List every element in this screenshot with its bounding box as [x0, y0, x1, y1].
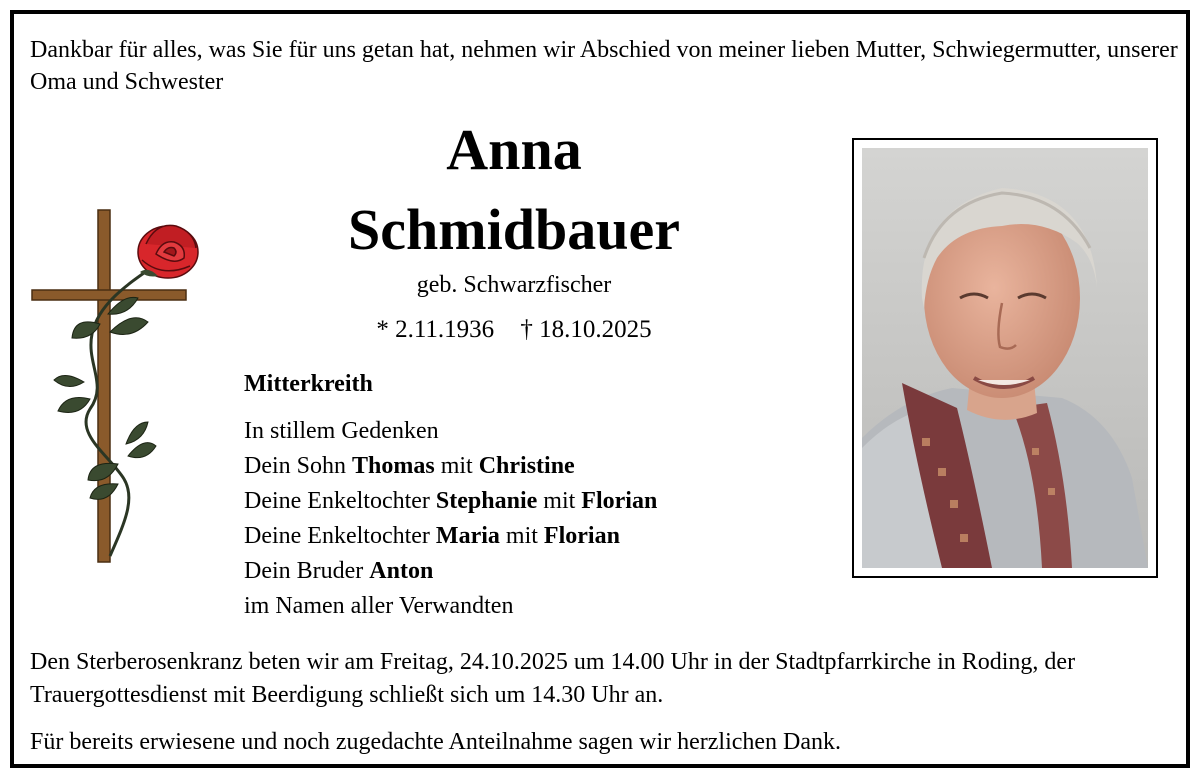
mourner-line: Deine Enkeltochter Stephanie mit Florian	[244, 488, 658, 514]
obituary-notice	[10, 10, 1190, 768]
life-dates	[204, 314, 824, 346]
mourners-list	[244, 414, 657, 624]
mourner-line: Dein Sohn Thomas mit Christine	[244, 453, 575, 479]
portrait-photo	[862, 148, 1148, 568]
thanks-text: Für bereits erwiesene und noch zugedachte Anteilnahme sagen wir herzlichen Dank.	[30, 729, 842, 755]
portrait-frame	[852, 138, 1158, 578]
deceased-first-name: Anna	[446, 117, 582, 182]
mourner-line: Deine Enkeltochter Maria mit Florian	[244, 523, 620, 549]
birth-name: geb. Schwarzfischer	[416, 272, 612, 298]
service-info: Den Sterberosenkranz beten wir am Freitag, 24.10.2025 um 14.00 Uhr in der Stadtpfarrkirche in Roding, der Trauergottesdienst mit Beerdigung schließt sich um 14.30 Uhr an.	[30, 649, 1076, 708]
mourner-line: im Namen aller Verwandten	[244, 593, 514, 619]
deceased-last-name: Schmidbauer	[348, 197, 680, 262]
mourner-line: In stillem Gedenken	[244, 418, 439, 444]
place-name: Mitterkreith	[244, 371, 373, 397]
intro-text: Dankbar für alles, was Sie für uns getan hat, nehmen wir Abschied von meiner lieben Mutter, Schwiegermutter, unserer Oma und Schwester	[30, 37, 1178, 95]
cross-with-rose-icon	[28, 194, 218, 564]
death-date: † 18.10.2025	[520, 316, 652, 343]
birth-date: * 2.11.1936	[376, 316, 495, 343]
mourner-line: Dein Bruder Anton	[244, 558, 434, 584]
